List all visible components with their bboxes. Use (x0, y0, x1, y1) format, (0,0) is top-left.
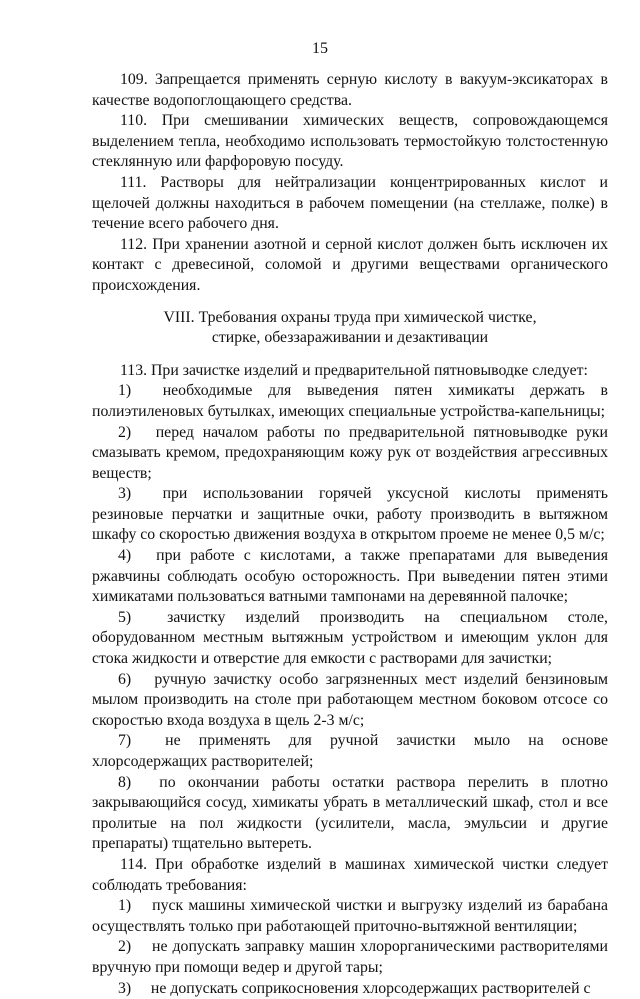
list-item: 3) не допускать соприкосновения хлорсодержащих растворителей с (118, 979, 591, 997)
paragraph-113-intro: 113. При зачистке изделий и предварительной пятновыводке следует: (120, 361, 588, 379)
paragraph-112: 112. При хранении азотной и серной кислот должен быть исключен их контакт с древесиной, соломой и другими веществами органического происхождения. (92, 235, 608, 294)
document-body (92, 70, 608, 999)
paragraph-109: 109. Запрещается применять серную кислоту в вакуум-эксикаторах в качестве водопоглощающего средства. (92, 71, 608, 109)
page-number: 15 (312, 40, 328, 57)
paragraph-110: 110. При смешивании химических веществ, сопровождающемся выделением тепла, необходимо использовать термостойкую толстостенную стеклянную или фарфоровую посуду. (92, 112, 608, 171)
list-item: 1) необходимые для выведения пятен химикаты держать в полиэтиленовых бутылках, имеющих специальные устройства-капельницы; (92, 382, 608, 420)
list-item: 4) при работе с кислотами, а также препаратами для выведения ржавчины соблюдать особую осторожность. При выведении пятен этими химикатами пользоваться ватными тампонами на деревянной палочке; (92, 547, 608, 606)
list-item: 3) при использовании горячей уксусной кислоты применять резиновые перчатки и защитные очки, работу производить в вытяжном шкафу со скоростью движения воздуха в открытом проеме не менее 0,5 м/с; (92, 485, 608, 544)
list-item: 2) не допускать заправку машин хлорорганическими растворителями вручную при помощи ведер и другой тары; (92, 938, 608, 976)
list-item: 7) не применять для ручной зачистки мыло на основе хлорсодержащих растворителей; (92, 732, 608, 770)
list-item: 2) перед началом работы по предварительной пятновыводке руки смазывать кремом, предохраняющим кожу рук от воздействия агрессивных веществ; (92, 423, 608, 482)
paragraph-111: 111. Растворы для нейтрализации концентрированных кислот и щелочей должны находиться в рабочем помещении (на стеллаже, полке) в течение всего рабочего дня. (92, 173, 608, 233)
list-item: 1) пуск машины химической чистки и выгрузку изделий из барабана осуществлять только при работающей приточно-вытяжной вентиляции; (92, 897, 608, 935)
section-title: VIII. Требования охраны труда при химической чистке, стирке, обеззараживании и дезактивации (163, 308, 537, 347)
paragraph-114-intro: 114. При обработке изделий в машинах химической чистки следует соблюдать требования: (92, 855, 608, 894)
list-item: 5) зачистку изделий производить на специальном столе, оборудованном местным вытяжным устройством и имеющим уклон для стока жидкости и отверстие для емкости с растворами для зачистки; (92, 608, 608, 668)
list-item: 6) ручную зачистку особо загрязненных мест изделий бензиновым мылом производить на столе при работающем местном боковом отсосе со скоростью входа воздуха в щель 2-3 м/с; (92, 670, 608, 729)
list-item: 8) по окончании работы остатки раствора перелить в плотно закрывающийся сосуд, химикаты убрать в металлический шкаф, стол и все пролитые на пол жидкости (усилители, масла, эмульсии и другие препараты) тщательно вытереть. (92, 773, 608, 853)
